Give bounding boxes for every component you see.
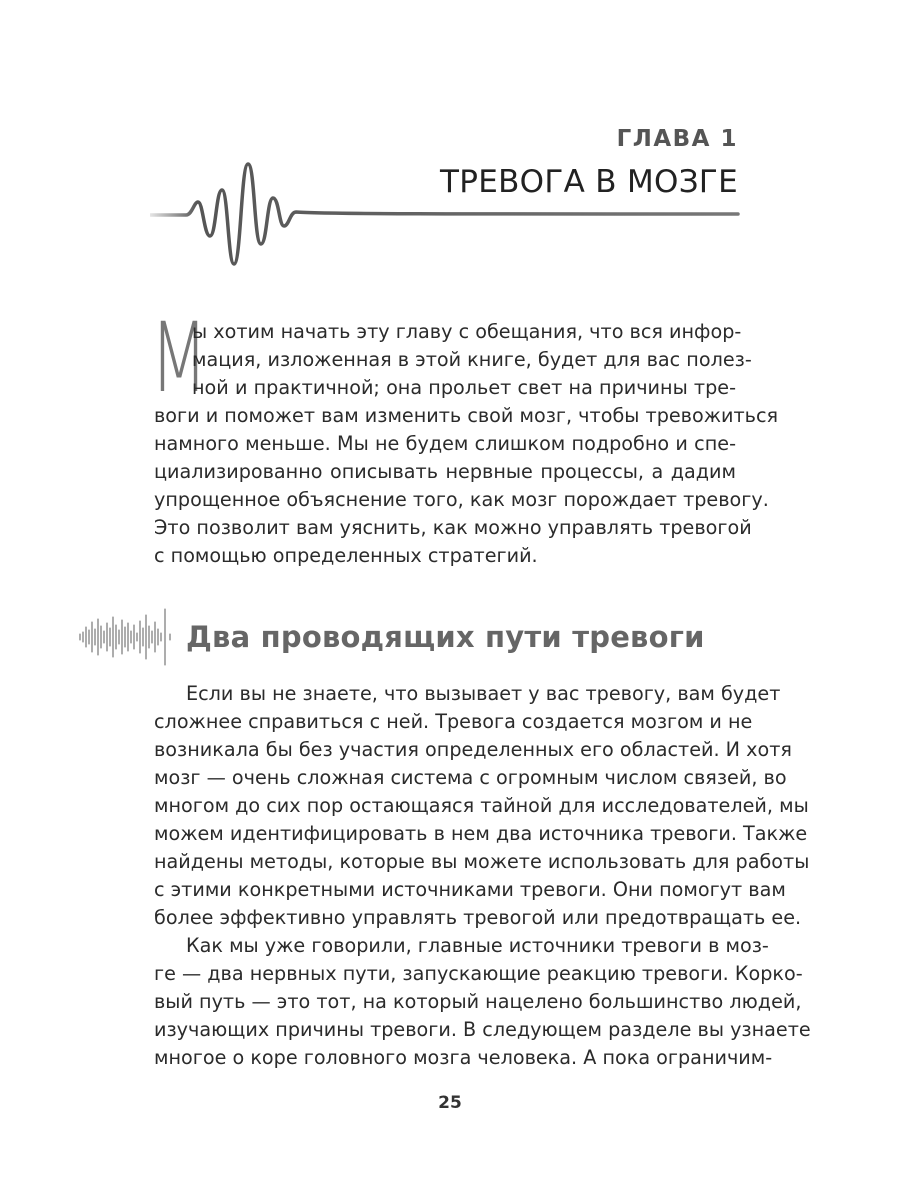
soundwave-icon — [78, 607, 178, 667]
intro-line: намного меньше. Мы не будем слишком подробно и спе- — [154, 432, 736, 455]
body-line: с этими конкретными источниками тревоги. Они помогут вам — [154, 878, 786, 901]
body-line: вый путь — это тот, на который нацелено большинство людей, — [154, 990, 802, 1013]
intro-line: воги и поможет вам изменить свой мозг, чтобы тревожиться — [154, 404, 779, 427]
body-line: ге — два нервных пути, запускающие реакцию тревоги. Корко- — [154, 962, 803, 985]
drop-cap: М — [150, 302, 208, 414]
body-line: найдены методы, которые вы можете использовать для работы — [154, 850, 810, 873]
page-number: 25 — [438, 1093, 462, 1113]
intro-line: ы хотим начать эту главу с обещания, что вся инфор- — [192, 320, 742, 343]
body-line: более эффективно управлять тревогой или предотвращать ее. — [154, 906, 802, 929]
body-line: многое о коре головного мозга человека. А пока ограничим- — [154, 1046, 773, 1069]
intro-line: циализированно описывать нервные процессы, а дадим — [154, 460, 736, 483]
body-line: многом до сих пор остающаяся тайной для исследователей, мы — [154, 794, 809, 817]
body-line: Если вы не знаете, что вызывает у вас тревогу, вам будет — [186, 682, 781, 705]
intro-line: упрощенное объяснение того, как мозг порождает тревогу. — [154, 488, 769, 511]
body-line: можем идентифицировать в нем два источника тревоги. Также — [154, 822, 808, 845]
body-line: мозг — очень сложная система с огромным числом связей, во — [154, 766, 787, 789]
chapter-title: ТРЕВОГА В МОЗГЕ — [440, 164, 738, 200]
body-line: сложнее справиться с ней. Тревога создается мозгом и не — [154, 710, 753, 733]
intro-line: ной и практичной; она прольет свет на причины тре- — [192, 376, 736, 399]
heartbeat-line-icon — [150, 160, 740, 270]
intro-line: с помощью определенных стратегий. — [154, 544, 538, 567]
section-heading: Два проводящих пути тревоги — [186, 620, 705, 654]
body-line: изучающих причины тревоги. В следующем разделе вы узнаете — [154, 1018, 811, 1041]
body-line: возникала бы без участия определенных его областей. И хотя — [154, 738, 792, 761]
intro-line: Это позволит вам уяснить, как можно управлять тревогой — [154, 516, 752, 539]
body-line: Как мы уже говорили, главные источники тревоги в моз- — [186, 934, 769, 957]
intro-line: мация, изложенная в этой книге, будет для вас полез- — [192, 348, 752, 371]
chapter-label: ГЛАВА 1 — [616, 126, 738, 152]
